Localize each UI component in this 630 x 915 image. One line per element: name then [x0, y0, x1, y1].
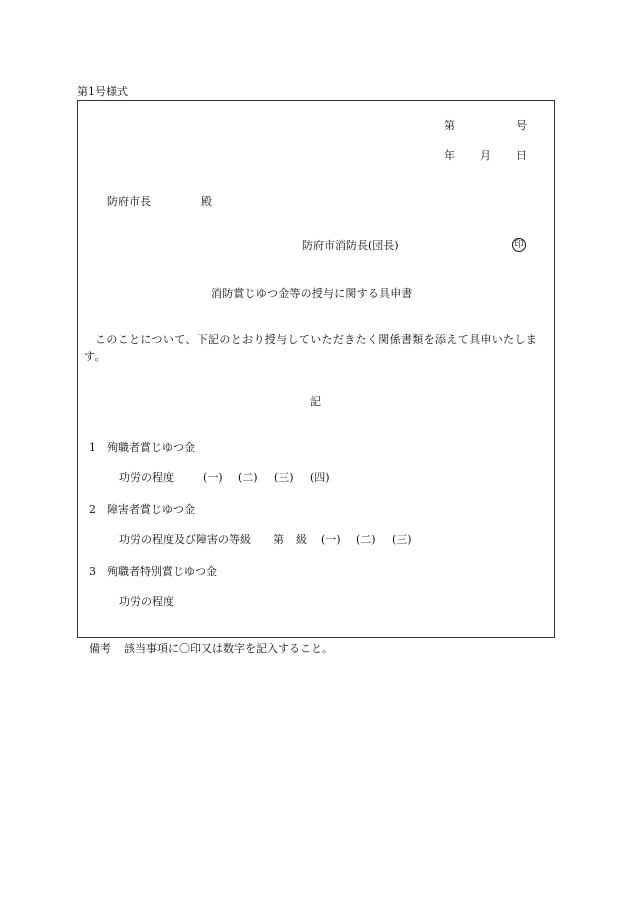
addressee-name: 防府市長 — [107, 195, 151, 208]
item-3-label: 殉職者特別賞じゆつ金 — [107, 565, 217, 578]
item-2-option-2: (二) — [356, 533, 376, 546]
seal-mark: 印 — [512, 238, 526, 252]
date-year: 年 — [444, 149, 455, 162]
item-2-option-3: (三) — [392, 533, 412, 546]
form-box — [77, 100, 555, 638]
item-1-option-2: (二) — [238, 471, 258, 484]
number-dai: 第 — [444, 119, 455, 132]
item-3-number: 3 — [89, 565, 96, 578]
item-1-label: 殉職者賞じゆつ金 — [107, 441, 195, 454]
item-1-number: 1 — [89, 441, 96, 454]
item-1-option-1: (一) — [203, 471, 223, 484]
ki-heading: 記 — [310, 395, 321, 408]
document-title: 消防賞じゆつ金等の授与に関する具申書 — [211, 287, 413, 300]
form-number: 第1号様式 — [77, 85, 128, 98]
note-text: 該当事項に〇印又は数字を記入すること。 — [124, 642, 333, 655]
item-2-detail-label: 功労の程度及び障害の等級 — [119, 533, 251, 546]
item-1-option-3: (三) — [274, 471, 294, 484]
sender-name: 防府市消防長(団長) — [302, 239, 399, 252]
item-2-grade-dai: 第 — [273, 533, 284, 546]
item-3-detail-label: 功労の程度 — [119, 595, 174, 608]
item-2-number: 2 — [89, 503, 96, 516]
item-2-grade-kyu: 級 — [296, 533, 307, 546]
item-1-option-4: (四) — [310, 471, 330, 484]
number-go: 号 — [516, 119, 527, 132]
item-2-label: 障害者賞じゆつ金 — [107, 503, 195, 516]
addressee-honorific: 殿 — [201, 195, 212, 208]
item-1-detail-label: 功労の程度 — [119, 471, 174, 484]
item-2-option-1: (一) — [321, 533, 341, 546]
date-month: 月 — [480, 149, 491, 162]
intro-paragraph: このことについて、下記のとおり授与していただきたく関係書類を添えて具申いたします。 — [84, 333, 538, 363]
note-label: 備考 — [89, 642, 111, 655]
date-day: 日 — [516, 149, 527, 162]
